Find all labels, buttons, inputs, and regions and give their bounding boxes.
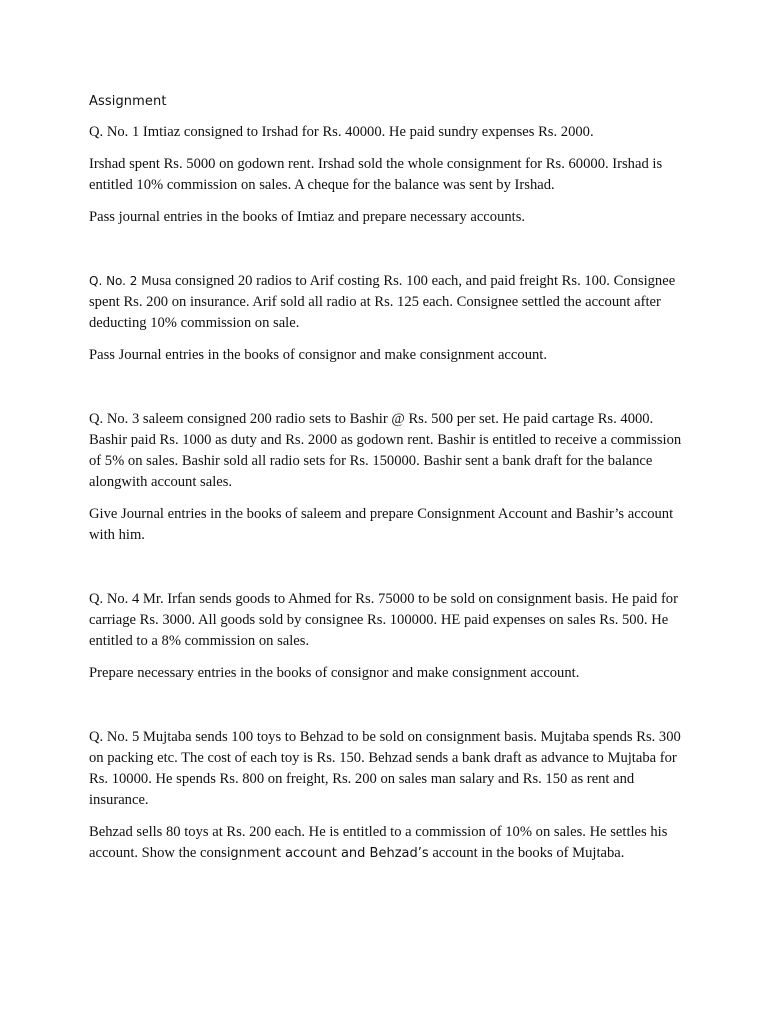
q3-paragraph-1: Q. No. 3 saleem consigned 200 radio sets to Bashir @ Rs. 500 per set. He paid cartage Rs. 4000. Bashir paid Rs. 1000 as duty and Rs. 2000 as godown rent. Bashir is entitled to receive a commission of 5% on sales. Bashir sold all radio sets for Rs. 150000. Bashir sent a bank draft for the balance alongwith account sales. (89, 411, 682, 490)
q2-label: Q. No. 2 Mu (89, 274, 160, 288)
q2-paragraph-2: Pass Journal entries in the books of consignor and make consignment account. (89, 347, 547, 363)
question-1 (89, 122, 689, 228)
q4-paragraph-1: Q. No. 4 Mr. Irfan sends goods to Ahmed for Rs. 75000 to be sold on consignment basis. He paid for carriage Rs. 3000. All goods sold by consignee Rs. 100000. HE paid expenses on sales Rs. 500. He entitled to a 8% commission on sales. (89, 591, 678, 649)
question-5 (89, 727, 689, 864)
document-page (89, 93, 689, 864)
q5-paragraph-1: Q. No. 5 Mujtaba sends 100 toys to Behzad to be sold on consignment basis. Mujtaba spends Rs. 300 on packing etc. The cost of each toy is Rs. 150. Behzad sends a bank draft as advance to Mujtaba for Rs. 10000. He spends Rs. 800 on freight, Rs. 200 on sales man salary and Rs. 150 as rent and insurance. (89, 729, 681, 808)
q4-paragraph-2: Prepare necessary entries in the books of consignor and make consignment account. (89, 665, 580, 681)
q5-paragraph-2 (89, 822, 689, 864)
q1-paragraph-2: Irshad spent Rs. 5000 on godown rent. Irshad sold the whole consignment for Rs. 60000. Irshad is entitled 10% commission on sales. A cheque for the balance was sent by Irshad. (89, 156, 663, 193)
q5-paragraph-2-start: Behzad sells 80 toys at Rs. 200 each. He is entitled to a commission of 10% on sales. He settles his account. Show the cons (89, 824, 668, 861)
q1-paragraph-1: Q. No. 1 Imtiaz consigned to Irshad for Rs. 40000. He paid sundry expenses Rs. 2000. (89, 124, 594, 140)
assignment-heading: Assignment (89, 94, 167, 109)
question-3 (89, 409, 689, 546)
q5-paragraph-2-mid: ignment account and Behzad’s (226, 846, 429, 861)
question-4 (89, 589, 689, 684)
q2-paragraph-1-text: sa consigned 20 radios to Arif costing Rs. 100 each, and paid freight Rs. 100. Consignee spent Rs. 200 on insurance. Arif sold all radio at Rs. 125 each. Consignee settled the account after deducting 10% commission on sale. (89, 273, 676, 331)
question-2 (89, 271, 689, 366)
q2-paragraph-1 (89, 271, 689, 334)
q3-paragraph-2: Give Journal entries in the books of saleem and prepare Consignment Account and Bashir’s account with him. (89, 506, 674, 543)
q1-paragraph-3: Pass journal entries in the books of Imtiaz and prepare necessary accounts. (89, 209, 526, 225)
q5-paragraph-2-end: account in the books of Mujtaba. (428, 845, 625, 861)
